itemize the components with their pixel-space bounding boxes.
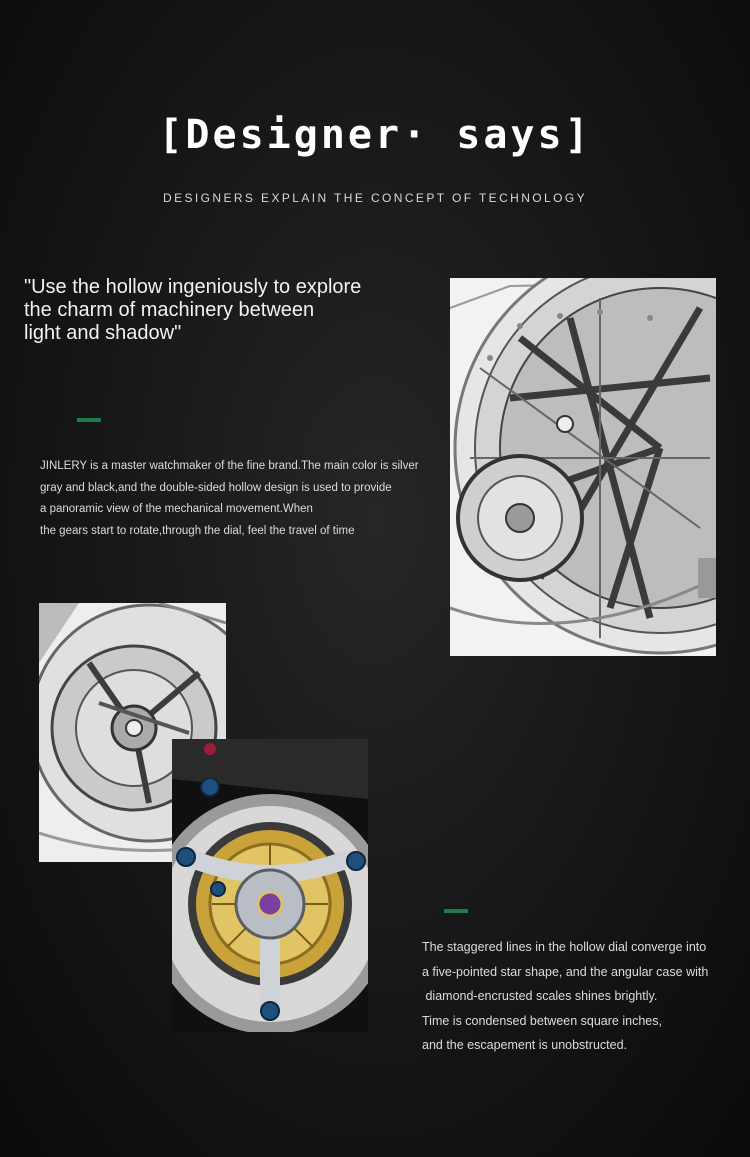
detail-line: diamond-encrusted scales shines brightly.: [422, 989, 658, 1003]
accent-bar: [444, 909, 468, 913]
brand-description: [40, 456, 419, 542]
detail-line: The staggered lines in the hollow dial converge into: [422, 940, 707, 954]
quote-line: the charm of machinery between: [24, 299, 315, 321]
description-line: the gears start to rotate,through the dial, feel the travel of time: [40, 524, 355, 537]
tourbillon-color-photo: [172, 739, 368, 1032]
description-line: gray and black,and the double-sided hollow design is used to provide: [40, 481, 392, 494]
designer-quote: [24, 276, 404, 345]
design-detail-text: [422, 935, 708, 1058]
detail-line: Time is condensed between square inches,: [422, 1013, 662, 1028]
description-line: a panoramic view of the mechanical movement.When: [40, 503, 313, 515]
quote-line: "Use the hollow ingeniously to explore: [24, 276, 362, 298]
detail-line: and the escapement is unobstructed.: [422, 1038, 627, 1052]
detail-line: a five-pointed star shape, and the angular case with: [422, 964, 709, 979]
watch-dial-sketch-image: [450, 278, 716, 656]
quote-line: light and shadow": [24, 322, 182, 344]
accent-bar: [77, 418, 101, 422]
description-line: JINLERY is a master watchmaker of the fine brand.The main color is silver: [40, 460, 419, 472]
page-title: [Designer· says]: [158, 112, 592, 158]
page-subtitle: DESIGNERS EXPLAIN THE CONCEPT OF TECHNOLOGY: [163, 191, 587, 205]
